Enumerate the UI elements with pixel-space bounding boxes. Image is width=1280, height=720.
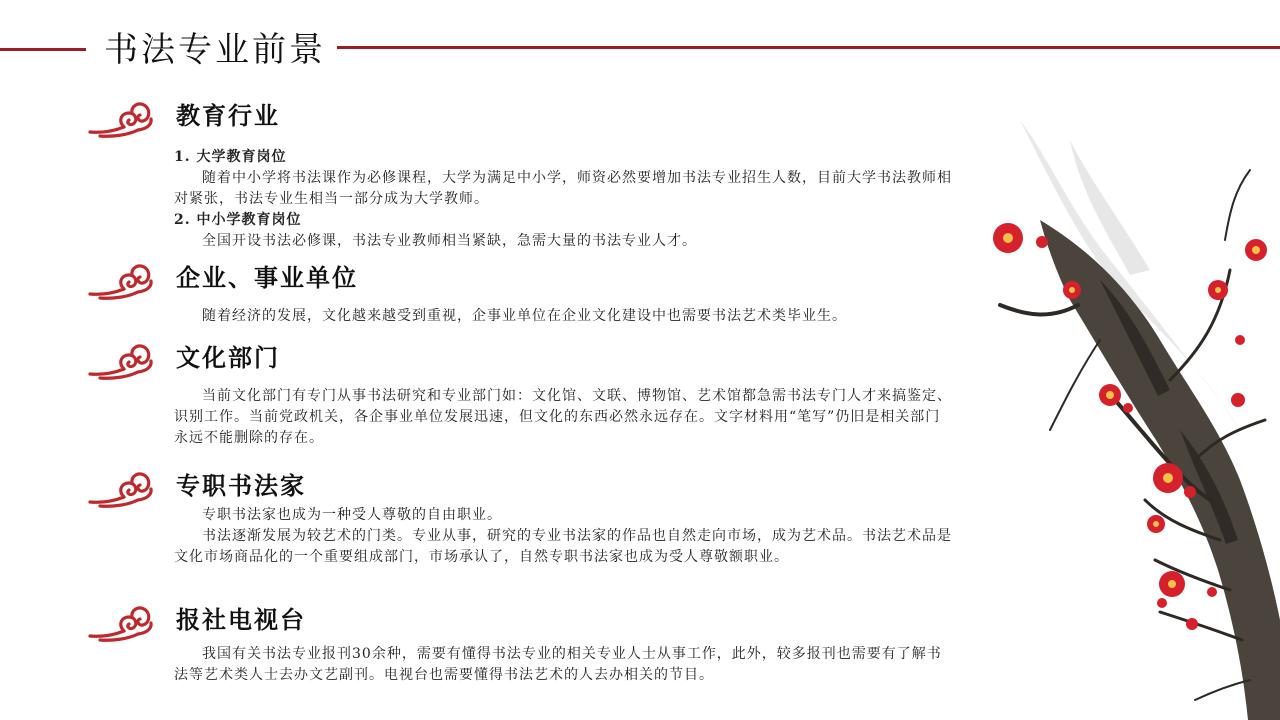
auspicious-cloud-icon	[88, 342, 154, 382]
section-title: 文化部门	[176, 343, 280, 372]
auspicious-cloud-icon	[88, 262, 154, 302]
page-title: 书法专业前景	[104, 30, 326, 70]
paragraph: 书法逐渐发展为较艺术的门类。专业从事，研究的专业书法家的作品也自然走向市场，成为艺术品。书法艺术品是文化市场商品化的一个重要组成部门，市场承认了，自然专职书法家也成为受人尊敬额职业。	[174, 528, 952, 565]
paragraph: 专职书法家也成为一种受人尊敬的自由职业。	[202, 507, 502, 523]
section-culture-dept	[88, 342, 958, 452]
section-body	[174, 306, 954, 327]
section-education	[88, 100, 958, 250]
section-body	[174, 505, 954, 568]
paragraph: 随着经济的发展，文化越来越受到重视，企事业单位在企业文化建设中也需要书法艺术类毕业生。	[202, 308, 847, 324]
section-body	[174, 386, 954, 449]
section-media	[88, 604, 958, 704]
paragraph: 随着中小学将书法课作为必修课程，大学为满足中小学，师资必然要增加书法专业招生人数，目前大学书法教师相对紧张，书法专业生相当一部分成为大学教师。	[174, 170, 952, 207]
section-title: 教育行业	[176, 101, 280, 130]
section-title: 企业、事业单位	[176, 263, 358, 292]
plum-blossom-branch	[980, 100, 1280, 720]
section-body	[174, 147, 954, 252]
section-enterprise	[88, 262, 958, 332]
auspicious-cloud-icon	[88, 100, 154, 140]
section-professional-calligrapher	[88, 470, 958, 590]
subsection-heading: 1. 大学教育岗位	[174, 149, 287, 165]
header-rule-left	[0, 48, 86, 51]
paragraph: 全国开设书法必修课，书法专业教师相当紧缺，急需大量的书法专业人才。	[202, 233, 697, 249]
section-title: 专职书法家	[176, 471, 306, 500]
paragraph: 当前文化部门有专门从事书法研究和专业部门如：文化馆、文联、博物馆、艺术馆都急需书法专门人才来搞鉴定、识别工作。当前党政机关，各企事业单位发展迅速，但文化的东西必然永远存在。文字材料用“笔写”仍旧是相关部门永远不能删除的存在。	[174, 388, 952, 446]
section-title: 报社电视台	[176, 605, 306, 634]
section-body	[174, 644, 954, 686]
subsection-heading: 2. 中小学教育岗位	[174, 212, 302, 228]
auspicious-cloud-icon	[88, 604, 154, 644]
auspicious-cloud-icon	[88, 470, 154, 510]
header-rule-right	[337, 46, 1280, 49]
paragraph: 我国有关书法专业报刊30余种，需要有懂得书法专业的相关专业人士从事工作，此外，较多报刊也需要有了解书法等艺术类人士去办文艺副刊。电视台也需要懂得书法艺术的人去办相关的节目。	[174, 646, 942, 683]
